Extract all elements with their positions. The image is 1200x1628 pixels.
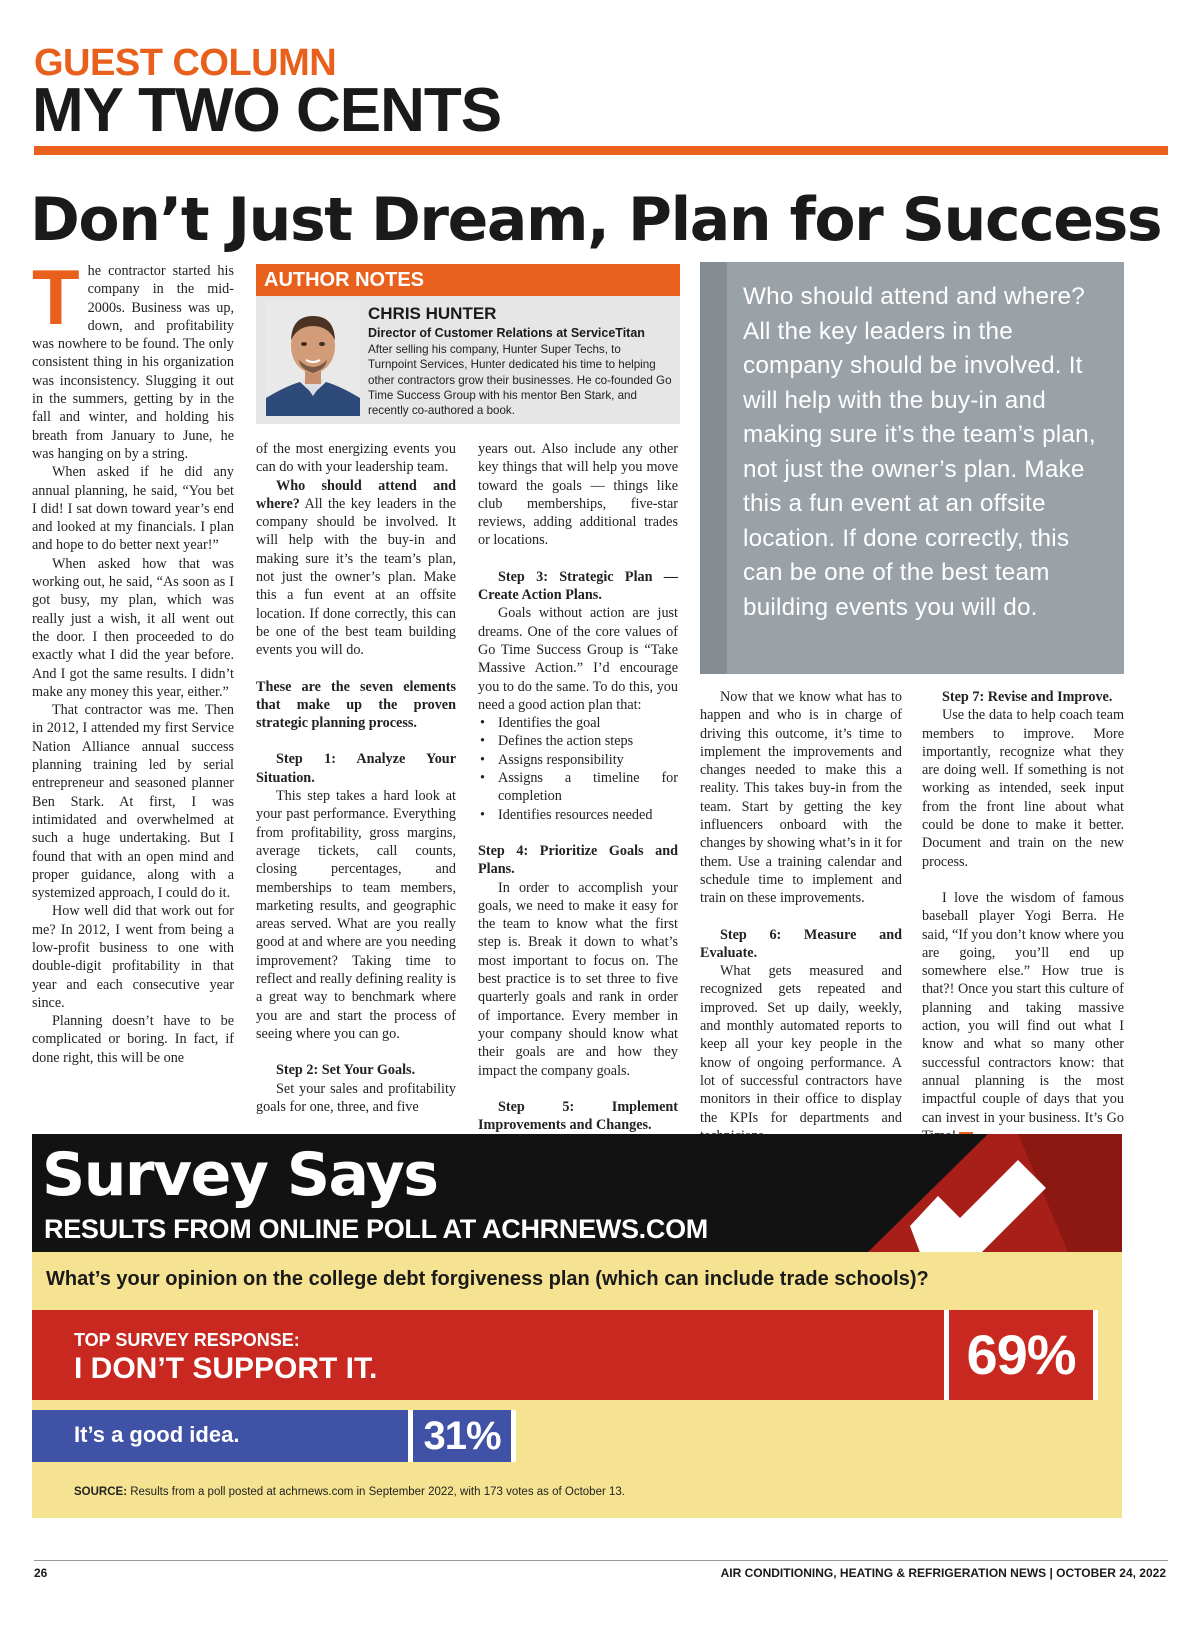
checkmark-graphic-icon [868, 1134, 1122, 1252]
closing-paragraph [922, 889, 1124, 1146]
step-1-heading: Step 1: Analyze Your Situation. [256, 751, 456, 786]
list-item: • Assigns a timeline for completion [478, 769, 678, 806]
section-title: MY TWO CENTS [32, 76, 502, 145]
author-notes-header: AUTHOR NOTES [256, 264, 680, 296]
paragraph [256, 477, 456, 660]
article-column-2 [256, 440, 456, 1116]
source-text: Results from a poll posted at achrnews.com in September 2022, with 173 votes as of October 13. [127, 1486, 625, 1498]
closing-text: I love the wisdom of famous baseball player Yogi Berra. He said, “If you don’t know where you are going, you’ll end up somewhere else.” How true is that?! Once you start this culture of planning and taking massive action, you will find out what I know and what so many other successful contractors know: that annual planning is the most impactful couple of days that you can invest in your business. It’s Go [922, 889, 1124, 1126]
paragraph: When asked how that was working out, he said, “As soon as I got busy, my plan, which was really just a wish, it all went out the door. I then proceeded to do exactly what I did the year before. And I got the same results. I didn’t make any money this year, either.” [32, 555, 234, 700]
article-column-4 [700, 688, 902, 1145]
paragraph: Use the data to help coach team members to improve. More importantly, recognize what they are doing well. If something is not working as intended, seek input from the front line about what could be done to make it better. Document and train on the new process. [922, 707, 1124, 870]
paragraph: of the most energizing events you can do with your leadership team. [256, 441, 456, 476]
list-item: • Assigns responsibility [478, 751, 678, 769]
pull-quote-box [700, 262, 1124, 674]
run-in-head: Who should attend and where? [256, 477, 456, 512]
second-response-percent: 31% [408, 1410, 516, 1462]
header-rule [34, 146, 1168, 155]
author-role: Director of Customer Relations at ServiceTitan [368, 326, 645, 340]
author-bio: After selling his company, Hunter Super Techs, to Turnpoint Services, Hunter dedicated his time to helping other contractors grow their businesses. He co-founded Go Time Success Group with his mentor Ben Stark, and recently co-authored a book. [368, 343, 672, 418]
step-5-heading: Step 5: Implement Improvements and Changes. [478, 1098, 678, 1134]
survey-title: Survey Says [42, 1140, 438, 1210]
article-column-1 [32, 253, 234, 1067]
article-headline: Don’t Just Dream, Plan for Success [30, 185, 1162, 255]
paragraph: In order to accomplish your goals, we need to make it easy for the team to know what the first step is. Break it down to what’s most important to focus on. The best practice is to set three to five quarterly goals and rank in order of importance. Every member in your company should know what their goals are and how they impact the company goals. [478, 879, 678, 1079]
survey-panel [32, 1134, 1122, 1518]
list-item: • Defines the action steps [478, 732, 678, 750]
section-kicker: GUEST COLUMN [34, 42, 337, 84]
publication-footer: AIR CONDITIONING, HEATING & REFRIGERATION NEWS | OCTOBER 24, 2022 [720, 1566, 1166, 1580]
paragraph: Set your sales and profitability goals for one, three, and five [256, 1080, 456, 1115]
author-notes-box [256, 264, 680, 424]
step-2-heading: Step 2: Set Your Goals. [276, 1062, 416, 1079]
drop-cap: T [32, 253, 80, 341]
page-number: 26 [34, 1566, 48, 1580]
paragraph: How well did that work out for me? In 2012, I went from being a low-profit business to one with double-digit profitability in that year and each consecutive year since. [32, 903, 234, 1011]
survey-question: What’s your opinion on the college debt forgiveness plan (which can include trade schools)? [46, 1268, 929, 1290]
article-column-3 [478, 440, 678, 1134]
survey-source [74, 1486, 625, 1498]
top-response-percent: 69% [944, 1310, 1098, 1400]
list-item: • Identifies resources needed [478, 806, 678, 824]
source-label: SOURCE: [74, 1486, 128, 1498]
paragraph: Now that we know what has to happen and who is in charge of driving this outcome, it’s time to implement the improvements and changes needed to make this a reality. This takes buy-in from the team. Start by getting the key influencers onboard with the changes by showing what’s in it for them. Use a training calendar and schedule time to implement and train on these improvements. [700, 689, 902, 907]
paragraph-text: All the key leaders in the company should be involved. It will help with the buy-in and making sure it’s the team’s plan, not just the owner’s plan. Make this a fun event at an offsite location. If done correctly, this can be one of the best team building events you will do. [256, 495, 456, 659]
article-column-5 [922, 688, 1124, 1146]
top-response-answer: I DON’T SUPPORT IT. [74, 1352, 378, 1385]
paragraph: years out. Also include any other key things that will help you move toward the goals — things like club memberships, five-star reviews, adding additional trades or locations. [478, 441, 678, 549]
paragraph: When asked if he did any annual planning, he said, “You bet I did! I sat down toward year’s end and looked at my financials. I plan and hope to do better next year!” [32, 464, 234, 554]
paragraph: Planning doesn’t have to be complicated or boring. In fact, if done right, this will be one [32, 1013, 234, 1066]
second-response-answer: It’s a good idea. [74, 1422, 240, 1447]
paragraph: That contractor was me. Then in 2012, I attended my first Service Nation Alliance annual success planning training led by serial entrepreneur and seasoned planner Ben Stark. At first, I was intimidated and overwhelmed at such a huge undertaking. But I found that with an open mind and proper guidance, along with a systemized approach, I could do it. [32, 702, 234, 902]
paragraph: he contractor started his company in the mid-2000s. Business was up, down, and profitability was nowhere to be found. The only consistent thing in his organization was inconsistency. Slugging it out in the summers, getting by in the fall and winter, and holding his breath from January to June, he was hanging on by a string. [32, 263, 234, 462]
paragraph: What gets measured and recognized gets repeated and improved. Set up daily, weekly, and monthly automated reports to keep all your key people in the know of ongoing performance. A lot of successful contractors have monitors in their office to display the KPIs for departments and [700, 963, 902, 1126]
step-4-heading: Step 4: Prioritize Goals and Plans. [478, 842, 678, 878]
step-3-heading: Step 3: Strategic Plan — Create Action Plans. [478, 568, 678, 604]
subhead: These are the seven elements that make up the proven strategic planning process. [256, 678, 456, 732]
author-name: CHRIS HUNTER [368, 304, 497, 323]
footer-rule [34, 1560, 1168, 1561]
survey-header [32, 1134, 1122, 1252]
pull-quote-text: Who should attend and where? All the key leaders in the company should be involved. It will help with the buy-in and making sure it’s the team’s plan, not just the owner’s plan. Make this a fun event at an offsite location. If done correctly, this can be one of the best team building events you will do. [743, 283, 1096, 621]
author-photo [266, 302, 360, 416]
survey-subtitle: RESULTS FROM ONLINE POLL AT ACHRNEWS.COM [44, 1214, 708, 1244]
step-6-heading: Step 6: Measure and Evaluate. [700, 926, 902, 961]
top-response-label: TOP SURVEY RESPONSE: [74, 1330, 300, 1350]
action-plan-list [478, 714, 678, 824]
pull-quote-bar [700, 262, 727, 674]
paragraph: Goals without action are just dreams. One of the core values of Go Time Success Group is “Take Massive Action.” I’d encourage you to do the same. To do this, you need a good action plan that: [478, 605, 678, 713]
step-7-heading: Step 7: Revise and Improve. [942, 689, 1113, 705]
author-info [368, 304, 672, 418]
paragraph: This step takes a hard look at your past performance. Everything from profitability, gross margins, average tickets, call counts, closing percentages, and memberships to team members, marketing results, and geographic areas served. What are you really good at and where are you needing improvement? Taking time to reflect and really defining reality is a great way to benchmark where you are and start the process of seeing where you can go. [256, 788, 456, 1042]
list-item: • Identifies the goal [478, 714, 678, 732]
